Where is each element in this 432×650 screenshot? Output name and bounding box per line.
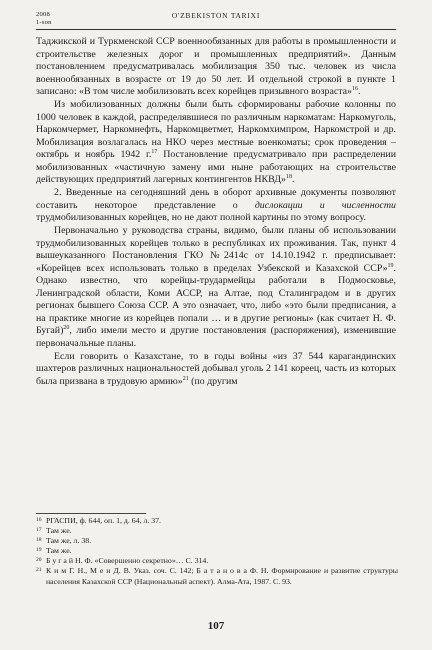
paragraph-2: Из мобилизованных должны были быть сформированы рабочие колонны по 1000 человек в каждой, распределявшиеся по различным наркоматам: Наркомуголь, Наркомчермет, Наркомнефть, Наркомцветмет, Наркомхимпром, Наркомстрой и др. Мобилизация возлагалась на НКО через местные военкоматы; срок проведения – октябрь и ноябрь 1942 г.$^{17}$ Постановление предусматривало при распределении мобилизованных «частичную замену ими ныне работающих на строительстве действующих предприятий лагерных контингентов НКВД»$^{18}$. [36, 99, 397, 185]
footnote-ref-18: 18 [285, 174, 292, 180]
paragraph-3: 2. Введенные на сегодняшний день в оборот архивные документы позволяют составить некоторое представление о дислокации и численности трудмобилизованных корейцев, но не дают полной картины по этому вопросу. [36, 187, 396, 223]
footnote-21: 21 К и м Г. Н., М е н Д. В. Указ. соч. С. 142; Б а т а н о в а Ф. Н. Формирование и развитие структуры населения Казахской ССР (Национальный аспект). Алма-Ата, 1987. С. 93. [36, 566, 398, 586]
emphasis-text: дислокации и численности [254, 199, 396, 211]
header-issue: 1-son [36, 18, 52, 26]
footnote-ref-16: 16 [351, 86, 358, 92]
footnote-ref-21: 21 [182, 375, 189, 382]
paragraph-4: Первоначально у руководства страны, видимо, были планы об использовании трудмобилизованных корейцев только в республиках их проживания. Так, пункт 4 вышеуказанного Постановления ГКО №2414с от 14.10.1942 г. предписывает: «Корейцев всех использовать только в пределах Узбекской и Казахской ССР»$^{19}$. Однако известно, что корейцы-трудармейцы работали в Подмосковье, Ленинградской области, Коми АССР, на Алтае, под Сталинградом и в других регионах бывшего Союза ССР. А это означает, что, либо «это были предписания, а на практике многие из корейцев попали … и в другие регионы» (как считает Н. Ф. Бугай)$^{20}$, либо имели место и другие постановления (распоряжения), изменившие первоначальные планы. [36, 225, 396, 349]
header-divider [36, 29, 396, 30]
journal-title: O'ZBEKISTON TARIXI [171, 11, 261, 20]
footnote-16: 16 РГАСПИ, ф. 644, оп. 1, д. 64, л. 37. [36, 516, 162, 525]
article-body [36, 36, 396, 388]
paragraph-5: Если говорить о Казахстане, то в годы войны «из 37 544 карагандинских шахтеров различных национальностей добывал уголь 2 141 кореец, часть из которых была призвана в трудовую армию»$^{21}$ (по другим [36, 350, 396, 387]
footnote-ref-19: 19 [387, 262, 394, 269]
footnote-20: 20 Б у г а й Н. Ф. «Совершенно секретно»… С. 314. [36, 556, 209, 566]
header-year: 2008 [36, 11, 50, 18]
footnote-18: 18 Там же, л. 38. [36, 536, 92, 546]
paragraph-1: Таджикской и Туркменской ССР военнообязанных для работы в промышленности и строительстве железных дорог и промышленных предприятий». Данным постановлением предусматривалась мобилизация 350 тыс. человек из числа военнообязанных в возрасте от 19 до 50 лет. И отдельной строкой в пункте 1 записано: «В том числе мобилизовать всех корейцев призывного возраста»$^{16}$. [36, 36, 396, 97]
footnote-divider [36, 513, 146, 514]
footnote-19: 19 Там же. [36, 546, 72, 556]
footnote-ref-20: 20 [63, 325, 70, 331]
footnotes [36, 516, 398, 587]
footnote-17: 17 Там же. [36, 526, 72, 536]
page-number: 107 [207, 620, 225, 632]
footnote-ref-17: 17 [151, 149, 158, 155]
